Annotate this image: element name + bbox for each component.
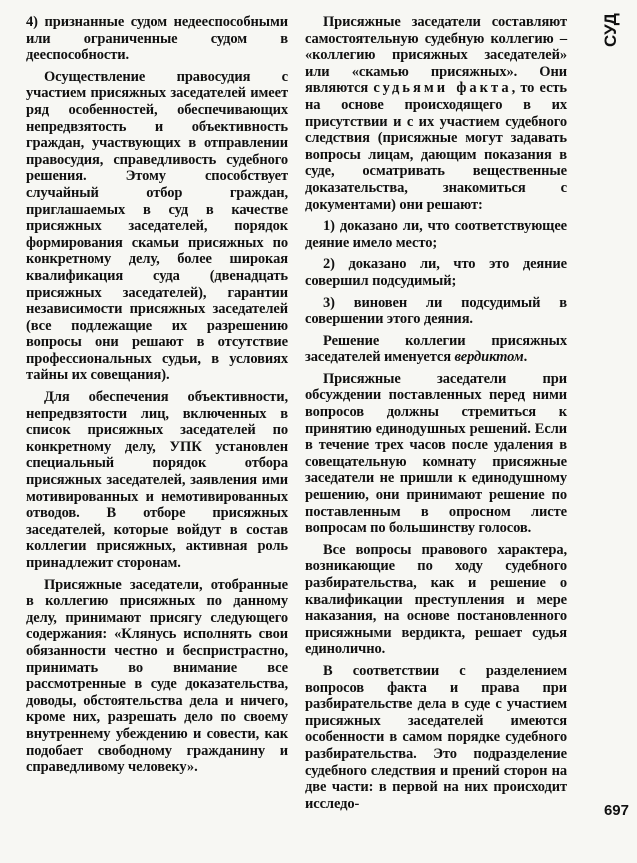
question-3: 3) виновен ли подсудимый в совершении этого деяния. (305, 294, 567, 328)
spaced-term: судьями факта (373, 80, 512, 97)
text-run: Решение коллегии присяжных заседателей именуется (305, 332, 567, 366)
text-run: , то есть на основе происходящего в их присутствии и с их участием судебного следствия (присяжные могут задавать вопросы лицам, дающим показания в суде, осматривать вещественные доказательства, знакомиться с документами) они решают: (305, 80, 567, 213)
paragraph-deliberation: Присяжные заседатели при обсуждении поставленных перед ними вопросов должны стремиться к принятию единодушных решений. Если в течение трех часов после удаления в совещательную комнату присяжные заседатели не пришли к единодушному решению, они принимают решение по поставленным в опросном листе вопросам по большинству голосов. (305, 370, 567, 537)
paragraph-item-4: 4) признанные судом недееспособными или ограниченные судом в дееспособности. (26, 14, 288, 64)
running-head: СУД (601, 13, 620, 47)
text-run: Присяжные заседатели составляют самостоятельную судебную коллегию – «коллегию присяжных заседателей» или «скамью присяжных». Они являются (305, 14, 567, 97)
question-2: 2) доказано ли, что это деяние совершил подсудимый; (305, 256, 567, 289)
paragraph-verdict (305, 333, 567, 366)
paragraph-features: Осуществление правосудия с участием присяжных заседателей имеет ряд особенностей, обеспечивающих непредвзятость и объективность граждан, участвующих в отправлении правосудия, справедливость судебного решения. Этому способствует случайный отбор граждан, приглашаемых в суд в качестве присяжных заседателей, порядок формирования скамьи присяжных по конкретному делу, более широкая квалификация суда (двенадцать присяжных заседателей), гарантии независимости присяжных заседателей (все подлежащие их разрешению вопросы они решают в отсутствие профессиональных судьи, в условиях тайны их совещания). (26, 68, 288, 384)
right-column (305, 14, 567, 817)
paragraph-legal-questions: Все вопросы правового характера, возникающие по ходу судебного разбирательства, как и решение о квалификации преступления и мере наказания, на основе постановленного присяжными вердикта, решает судья единолично. (305, 541, 567, 658)
page-number: 697 (603, 802, 629, 819)
paragraph-oath: Присяжные заседатели, отобранные в коллегию присяжных по данному делу, принимают присягу следующего содержания: «Клянусь исполнять свои обязанности честно и беспристрастно, принимать во внимание все рассмотренные в суде доказательства, доводы, обстоятельства дела и ничего, кроме них, разрешать дело по своему внутреннему убеждению и совести, как подобает свободному гражданину и справедливому человеку». (26, 576, 288, 776)
paragraph-procedure: В соответствии с разделением вопросов факта и права при разбирательстве дела в суде с участием присяжных заседателей имеются особенности в самом порядке судебного разбирательства. Это подразделение судебного следствия и прений сторон на две части: в первой на них происходит исследо- (305, 662, 567, 812)
paragraph-selection: Для обеспечения объективности, непредвзятости лиц, включенных в список присяжных заседателей по конкретному делу, УПК установлен специальный порядок отбора присяжных заседателей, заявления ими мотивированных и немотивированных отводов. В отборе присяжных заседателей, которые войдут в состав коллегии присяжных, активная роль принадлежит сторонам. (26, 389, 288, 571)
paragraph-judges-of-fact (305, 14, 567, 213)
question-1: 1) доказано ли, что соответствующее деяние имело место; (305, 218, 567, 251)
italic-term: вердиктом (454, 349, 524, 366)
left-column (26, 14, 288, 781)
text-run: . (523, 349, 528, 366)
